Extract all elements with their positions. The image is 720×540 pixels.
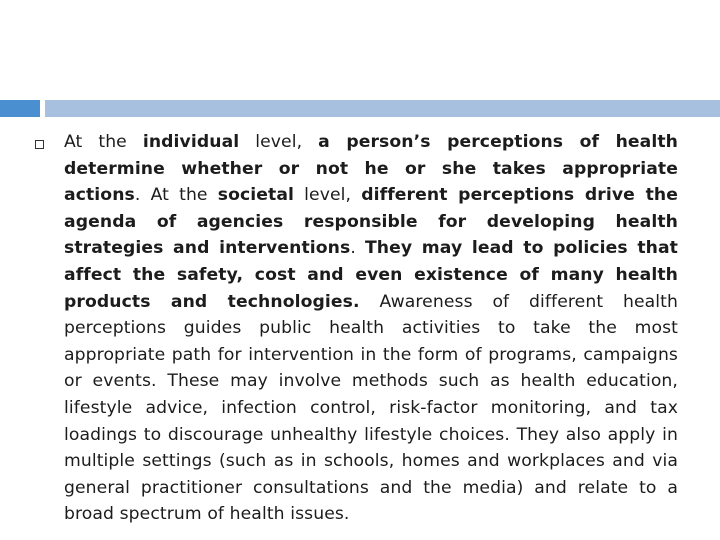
bold-text-run: different perceptions drive the agenda of agencies responsible for developing health strategies and interventions — [64, 185, 678, 259]
body-paragraph — [64, 129, 678, 528]
text-run: Awareness of different health perceptions guides public health activities to take the most appropriate path for intervention in the form of programs, campaigns or events. These may involve methods such as health education, lifestyle advice, infection control, risk-factor monitoring, and tax loadings to discourage unhealthy lifestyle choices. They also apply in multiple settings (such as in schools, homes and workplaces and via general practitioner consultations and the media) and relate to a broad spectrum of health issues. — [64, 291, 678, 525]
text-run: . At the — [134, 185, 218, 206]
title-accent-bar — [0, 100, 40, 117]
bold-text-run: They may lead to policies that affect the safety, cost and even existence of many health products and technologies. — [64, 238, 678, 312]
hollow-square-bullet-icon — [35, 140, 44, 149]
text-run: level, — [239, 132, 319, 152]
text-run: level, — [294, 185, 362, 206]
text-run: At the — [64, 132, 143, 152]
bold-text-run: a person’s perceptions of health determine whether or not he or she takes appropriate actions — [64, 132, 679, 206]
title-header-bar — [45, 100, 720, 117]
bold-text-run: societal — [217, 185, 295, 206]
bold-text-run: individual — [142, 132, 240, 152]
text-run: . — [350, 238, 365, 259]
